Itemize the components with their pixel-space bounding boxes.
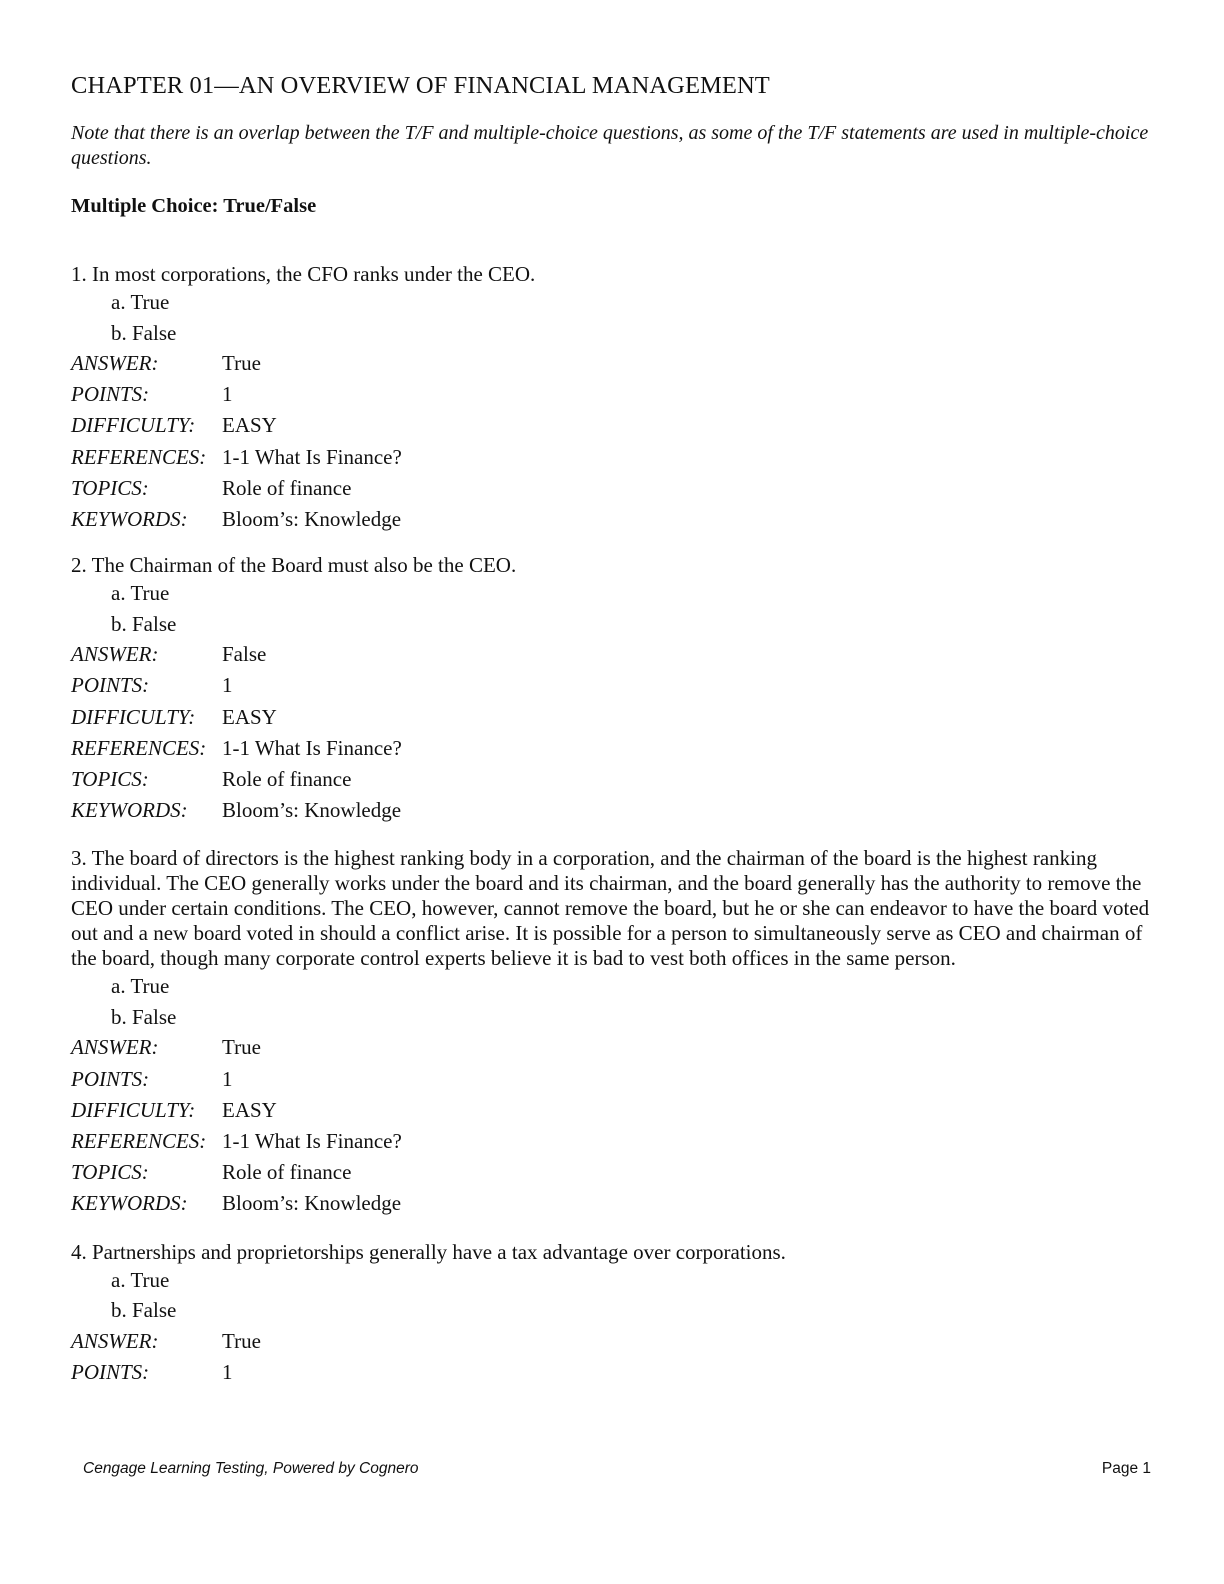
answer-label: ANSWER: [71,642,159,667]
points-label: POINTS: [71,382,150,407]
keywords-row [71,795,1151,826]
references-label: REFERENCES: [71,444,207,469]
keywords-label: KEYWORDS: [71,507,188,532]
choice-false: b. False [111,611,177,636]
question-stem: 2. The Chairman of the Board must also be the CEO. [71,553,517,578]
topics-row [71,1157,1151,1188]
points-label: POINTS: [71,673,150,698]
difficulty-value: EASY [222,413,277,438]
question-stem: 3. The board of directors is the highest ranking body in a corporation, and the chairman of the board is the highest ranking individual. The CEO generally works under the board and its chairman, and the board generally has the authority to remove the CEO under certain conditions. The CEO, however, cannot remove the board, but he or she can endeavor to have the board voted out and a new board voted in should a conflict arise. It is possible for a person to simultaneously serve as CEO and chairman of the board, though many corporate control experts believe it is bad to vest both offices in the same person. [71,846,1150,971]
difficulty-label: DIFFICULTY: [71,1097,196,1122]
keywords-row [71,1188,1151,1219]
section-heading: Multiple Choice: True/False [71,195,317,217]
difficulty-label: DIFFICULTY: [71,704,196,729]
answer-row [71,348,1151,379]
answer-value: True [222,351,261,375]
choice-list [111,287,1151,348]
references-value: 1-1 What Is Finance? [222,735,402,760]
footer-credit: Cengage Learning Testing, Powered by Cognero [83,1460,419,1477]
question-stem: 1. In most corporations, the CFO ranks under the CEO. [71,262,536,286]
keywords-row [71,504,1151,535]
difficulty-row [71,1095,1151,1126]
question-4 [71,1240,1151,1388]
answer-label: ANSWER: [71,351,159,375]
points-row [71,379,1151,410]
question-1 [71,262,1151,535]
keywords-label: KEYWORDS: [71,1191,188,1216]
choice-list [111,971,1151,1032]
references-row [71,442,1151,473]
chapter-title: CHAPTER 01—AN OVERVIEW OF FINANCIAL MANAGEMENT [71,72,770,99]
topics-value: Role of finance [222,767,352,792]
choice-true: a. True [111,974,170,999]
keywords-value: Bloom’s: Knowledge [222,507,402,532]
question-2 [71,553,1151,826]
references-value: 1-1 What Is Finance? [222,1129,402,1154]
points-row [71,670,1151,701]
difficulty-value: EASY [222,1097,277,1122]
points-label: POINTS: [71,1359,150,1384]
answer-label: ANSWER: [71,1035,159,1060]
keywords-label: KEYWORDS: [71,798,188,823]
document-page [71,70,1151,1388]
references-value: 1-1 What Is Finance? [222,444,402,469]
choice-false: b. False [111,1298,177,1323]
keywords-value: Bloom’s: Knowledge [222,798,402,823]
points-value: 1 [222,1359,233,1384]
difficulty-row [71,410,1151,441]
points-value: 1 [222,673,233,698]
topics-row [71,473,1151,504]
points-value: 1 [222,1066,233,1091]
question-stem: 4. Partnerships and proprietorships generally have a tax advantage over corporations. [71,1239,786,1264]
topics-label: TOPICS: [71,767,149,792]
topics-value: Role of finance [222,1160,352,1185]
answer-value: False [222,642,267,667]
answer-label: ANSWER: [71,1328,159,1353]
references-label: REFERENCES: [71,1129,207,1154]
choice-list [111,1265,1151,1326]
answer-value: True [222,1035,261,1060]
answer-row [71,639,1151,670]
choice-false: b. False [111,320,177,345]
difficulty-value: EASY [222,704,277,729]
page-number: Page 1 [1101,1460,1151,1477]
choice-false: b. False [111,1004,177,1029]
points-row [71,1064,1151,1095]
choice-true: a. True [111,290,170,314]
references-label: REFERENCES: [71,735,207,760]
answer-row [71,1326,1151,1357]
topics-label: TOPICS: [71,1160,149,1185]
topics-value: Role of finance [222,475,352,500]
answer-row [71,1032,1151,1063]
references-row [71,1126,1151,1157]
points-row [71,1357,1151,1388]
topics-row [71,764,1151,795]
difficulty-label: DIFFICULTY: [71,413,196,438]
question-3 [71,846,1151,1219]
keywords-value: Bloom’s: Knowledge [222,1191,402,1216]
points-label: POINTS: [71,1066,150,1091]
references-row [71,733,1151,764]
points-value: 1 [222,382,233,407]
topics-label: TOPICS: [71,475,149,500]
choice-true: a. True [111,1267,170,1292]
intro-note: Note that there is an overlap between the T/F and multiple-choice questions, as some of the T/F statements are used in multiple-choice questions. [71,122,1149,169]
answer-value: True [222,1328,261,1353]
difficulty-row [71,702,1151,733]
choice-true: a. True [111,581,170,606]
choice-list [111,578,1151,639]
